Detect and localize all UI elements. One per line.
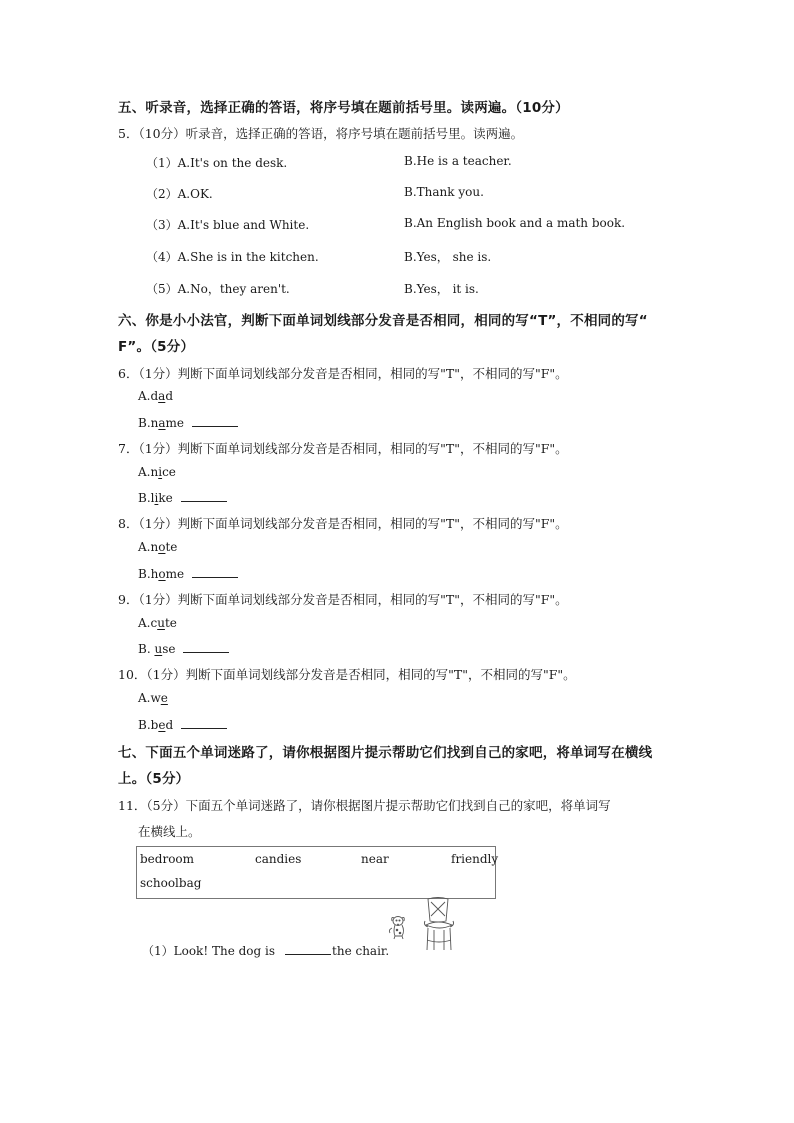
question-10-option-b: B.bed bbox=[138, 716, 227, 732]
word-bank-box bbox=[136, 846, 499, 899]
answer-blank[interactable] bbox=[181, 489, 227, 502]
section6-header-line2: F”。（5分） bbox=[118, 339, 195, 355]
question-9-stem: 9．（1分）判断下面单词划线部分发音是否相同，相同的写"T"，不相同的写"F"。 bbox=[118, 592, 568, 607]
question-11-stem-line1: 11．（5分）下面五个单词迷路了，请你根据图片提示帮助它们找到自己的家吧，将单词写 bbox=[118, 798, 611, 813]
option-a: A.No，they aren't. bbox=[177, 282, 290, 296]
section6-header-line1: 六、你是小小法官，判断下面单词划线部分发音是否相同，相同的写“T”，不相同的写“ bbox=[118, 313, 648, 329]
dog-chair-illustration-icon bbox=[382, 897, 462, 957]
option-a: A.It's blue and White. bbox=[177, 218, 310, 232]
option-number: （5） bbox=[146, 282, 178, 296]
question-10-stem: 10．（1分）判断下面单词划线部分发音是否相同，相同的写"T"，不相同的写"F"。 bbox=[118, 667, 576, 682]
question-6-option-b: B.name bbox=[138, 414, 238, 430]
question-9-option-b: B. use bbox=[138, 640, 229, 656]
answer-blank[interactable] bbox=[192, 414, 238, 427]
word-bank-word: friendly bbox=[451, 852, 499, 866]
option-b: B.An English book and a math book. bbox=[404, 216, 626, 230]
question-7-option-b: B.like bbox=[138, 489, 227, 505]
question-11-item-1: （1）Look! The dog is the chair. bbox=[142, 944, 390, 958]
option-row bbox=[146, 216, 309, 233]
word-bank-word: near bbox=[361, 852, 389, 866]
option-row bbox=[146, 185, 213, 202]
question-8-option-a: A.note bbox=[138, 540, 178, 554]
option-row bbox=[146, 280, 290, 297]
answer-blank[interactable] bbox=[181, 716, 227, 729]
option-number: （2） bbox=[146, 187, 178, 201]
question-7-stem: 7．（1分）判断下面单词划线部分发音是否相同，相同的写"T"，不相同的写"F"。 bbox=[118, 441, 568, 456]
option-a: A.It's on the desk. bbox=[177, 156, 288, 170]
answer-blank[interactable] bbox=[285, 942, 331, 955]
word-bank-word: candies bbox=[255, 852, 302, 866]
question-7-option-a: A.nice bbox=[138, 465, 176, 479]
question-5-stem: 5．（10分）听录音，选择正确的答语，将序号填在题前括号里。读两遍。 bbox=[118, 126, 524, 141]
question-6-stem: 6．（1分）判断下面单词划线部分发音是否相同，相同的写"T"，不相同的写"F"。 bbox=[118, 366, 568, 381]
word-bank-word: schoolbag bbox=[140, 876, 202, 890]
question-8-option-b: B.home bbox=[138, 565, 238, 581]
option-number: （1） bbox=[146, 156, 178, 170]
option-a: A.She is in the kitchen. bbox=[177, 250, 319, 264]
section5-header: 五、听录音，选择正确的答语，将序号填在题前括号里。读两遍。（10分） bbox=[118, 100, 569, 116]
section7-header-line2: 上。（5分） bbox=[118, 771, 190, 787]
option-b: B.Yes， it is. bbox=[404, 282, 479, 296]
option-row bbox=[146, 248, 319, 265]
question-8-stem: 8．（1分）判断下面单词划线部分发音是否相同，相同的写"T"，不相同的写"F"。 bbox=[118, 516, 568, 531]
option-number: （4） bbox=[146, 250, 178, 264]
question-10-option-a: A.we bbox=[138, 691, 168, 705]
answer-blank[interactable] bbox=[192, 565, 238, 578]
option-number: （3） bbox=[146, 218, 178, 232]
word-bank-word: bedroom bbox=[140, 852, 195, 866]
option-b: B.Yes， she is. bbox=[404, 250, 492, 264]
question-9-option-a: A.cute bbox=[138, 616, 177, 630]
option-row bbox=[146, 154, 287, 171]
answer-blank[interactable] bbox=[183, 640, 229, 653]
question-11-stem-line2: 在横线上。 bbox=[138, 824, 201, 839]
question-6-option-a: A.dad bbox=[138, 389, 174, 403]
option-a: A.OK. bbox=[177, 187, 213, 201]
option-b: B.Thank you. bbox=[404, 185, 484, 199]
option-b: B.He is a teacher. bbox=[404, 154, 512, 168]
section7-header-line1: 七、下面五个单词迷路了，请你根据图片提示帮助它们找到自己的家吧，将单词写在横线 bbox=[118, 745, 653, 761]
